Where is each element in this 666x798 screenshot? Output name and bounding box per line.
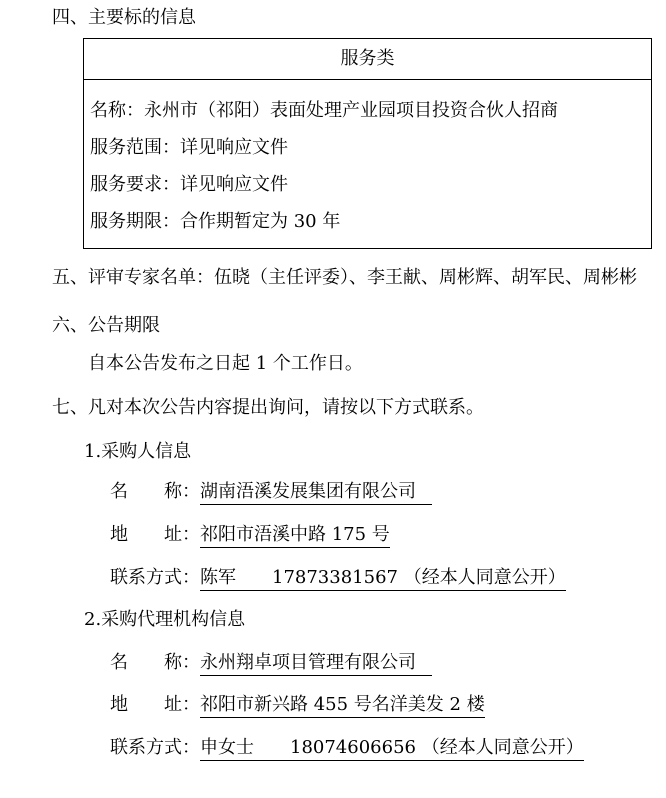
agency-contact-label: 联系方式： <box>110 737 200 758</box>
buyer-name-value: 湖南浯溪发展集团有限公司 <box>200 481 432 505</box>
table-row-service-scope: 服务范围：详见响应文件 <box>90 137 288 158</box>
main-subject-table <box>83 38 652 249</box>
table-row-service-term: 服务期限：合作期暂定为 30 年 <box>90 211 341 232</box>
buyer-address-value: 祁阳市浯溪中路 175 号 <box>200 524 390 548</box>
buyer-contact-line <box>110 568 566 588</box>
agency-address-label: 地 址： <box>110 694 200 715</box>
buyer-contact-value: 陈军 17873381567 （经本人同意公开） <box>200 567 566 591</box>
table-body <box>84 80 651 248</box>
section6-notice-period: 自本公告发布之日起 1 个工作日。 <box>88 353 363 374</box>
section6-heading: 六、公告期限 <box>52 315 160 336</box>
buyer-address-line <box>110 525 390 545</box>
table-header-service-category: 服务类 <box>84 39 651 80</box>
buyer-address-label: 地 址： <box>110 524 200 545</box>
agency-address-value: 祁阳市新兴路 455 号名洋美发 2 楼 <box>200 694 485 718</box>
buyer-name-label: 名 称： <box>110 481 200 502</box>
buyer-info-title: 1.采购人信息 <box>84 441 192 462</box>
agency-name-label: 名 称： <box>110 652 200 673</box>
agency-name-line <box>110 653 432 673</box>
agency-contact-line <box>110 738 584 758</box>
agency-name-value: 永州翔卓项目管理有限公司 <box>200 652 432 676</box>
table-row-name: 名称：永州市（祁阳）表面处理产业园项目投资合伙人招商 <box>90 100 558 121</box>
buyer-name-line <box>110 482 432 502</box>
section7-heading: 七、凡对本次公告内容提出询问，请按以下方式联系。 <box>52 397 484 418</box>
agency-address-line <box>110 695 485 715</box>
section4-heading: 四、主要标的信息 <box>52 7 196 28</box>
agency-contact-value: 申女士 18074606656 （经本人同意公开） <box>200 737 584 761</box>
table-row-service-requirement: 服务要求：详见响应文件 <box>90 174 288 195</box>
section5-expert-list: 五、评审专家名单：伍晓（主任评委）、李王献、周彬辉、胡军民、周彬彬 <box>52 267 637 288</box>
buyer-contact-label: 联系方式： <box>110 567 200 588</box>
agency-info-title: 2.采购代理机构信息 <box>84 609 246 630</box>
